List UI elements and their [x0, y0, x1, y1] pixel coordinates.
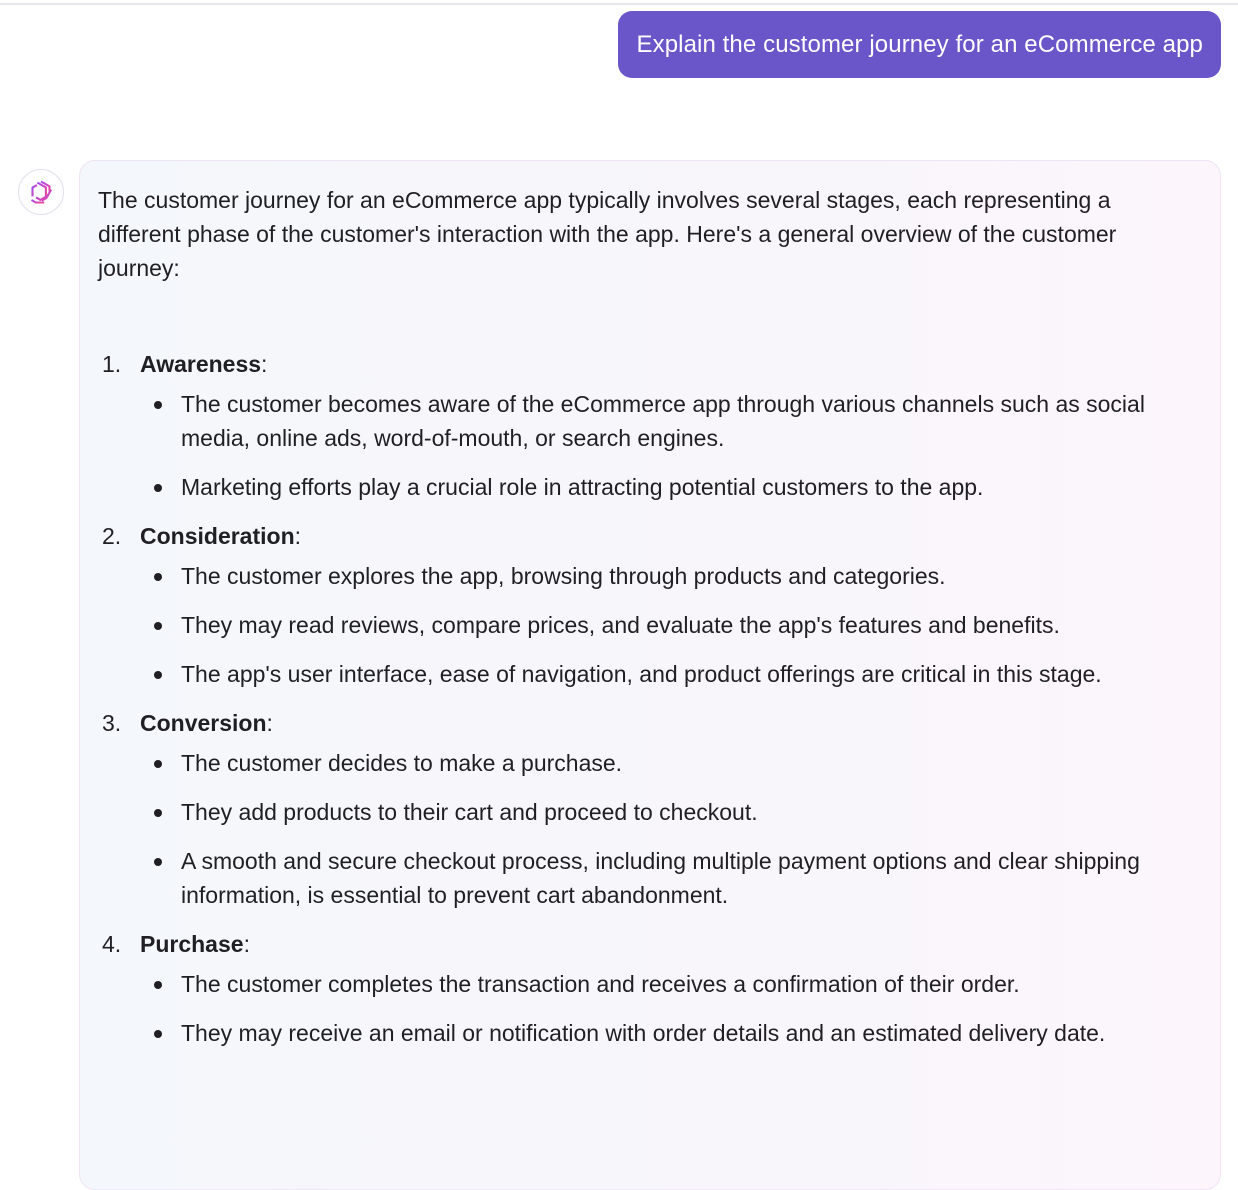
stage-title: Consideration — [140, 523, 295, 549]
user-message-text: Explain the customer journey for an eCommerce app — [636, 30, 1203, 58]
stage-number: 1. — [102, 351, 122, 377]
stage-point: The customer decides to make a purchase. — [140, 746, 1190, 780]
stage-item — [98, 927, 1190, 1050]
top-divider — [0, 3, 1238, 5]
journey-stages-list — [98, 347, 1190, 1050]
response-intro: The customer journey for an eCommerce app typically involves several stages, each representing a different phase of the customer's interaction with the app. Here's a general overview of the customer journey: — [98, 187, 1117, 281]
stage-title-colon: : — [294, 523, 302, 549]
stage-number: 3. — [102, 710, 122, 736]
stage-title-colon: : — [243, 931, 250, 957]
stage-point: A smooth and secure checkout process, including multiple payment options and clear shipping information, is essential to prevent cart abandonment. — [140, 844, 1190, 912]
stage-point: The customer completes the transaction and receives a confirmation of their order. — [140, 967, 1190, 1001]
stage-heading — [140, 706, 1190, 740]
stage-title-colon: : — [266, 710, 273, 736]
stage-heading — [140, 347, 1190, 381]
stage-point: The app's user interface, ease of navigation, and product offerings are critical in this stage. — [140, 657, 1190, 691]
stage-point: The customer becomes aware of the eCommerce app through various channels such as social media, online ads, word-of-mouth, or search engines. — [140, 387, 1190, 455]
stage-number: 4. — [102, 931, 122, 957]
assistant-avatar — [18, 169, 64, 215]
stage-points-list — [140, 967, 1190, 1050]
stage-number: 2. — [102, 523, 122, 549]
stage-item — [98, 519, 1190, 691]
stage-points-list — [140, 559, 1190, 691]
stage-point: Marketing efforts play a crucial role in attracting potential customers to the app. — [140, 470, 1190, 504]
stage-point: They add products to their cart and proceed to checkout. — [140, 795, 1190, 829]
assistant-response-card — [79, 160, 1221, 1190]
stage-points-list — [140, 746, 1190, 912]
stage-heading — [140, 927, 1190, 961]
stage-title: Conversion — [140, 710, 267, 736]
stage-title-colon: : — [261, 351, 268, 377]
stage-title: Awareness — [140, 351, 262, 377]
stage-item — [98, 706, 1190, 912]
stage-item — [98, 347, 1190, 504]
openai-logo-icon — [27, 178, 55, 206]
stage-point: They may receive an email or notification with order details and an estimated delivery date. — [140, 1016, 1190, 1050]
user-message-bubble — [618, 11, 1221, 78]
stage-point: The customer explores the app, browsing through products and categories. — [140, 559, 1190, 593]
stage-heading — [140, 519, 1190, 553]
stage-point: They may read reviews, compare prices, and evaluate the app's features and benefits. — [140, 608, 1190, 642]
stage-title: Purchase — [140, 931, 244, 957]
stage-points-list — [140, 387, 1190, 504]
